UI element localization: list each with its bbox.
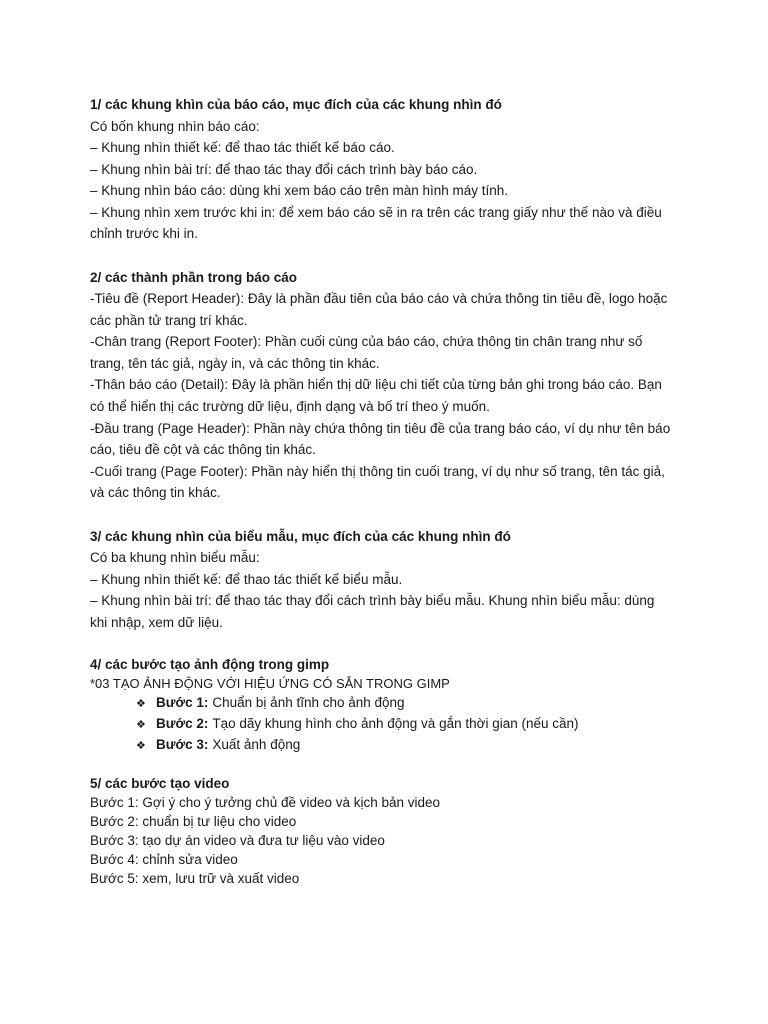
text-line: và các thông tin khác.	[90, 485, 221, 501]
spacer	[90, 504, 708, 526]
section-heading: 2/ các thành phần trong báo cáo	[90, 269, 298, 285]
text-line: Bước 5: xem, lưu trữ và xuất video	[90, 870, 300, 886]
text-line: – Khung nhìn bài trí: để thao tác thay đổi cách trình bày báo cáo.	[90, 161, 478, 177]
section-2	[90, 267, 708, 504]
step-label: Bước 3:	[156, 736, 209, 752]
section-4	[90, 655, 708, 756]
text-line: khi nhập, xem dữ liệu.	[90, 614, 223, 630]
text-line: -Đầu trang (Page Header): Phần này chứa thông tin tiêu đề của trang báo cáo, ví dụ như tên báo	[90, 420, 671, 436]
section-5	[90, 774, 708, 888]
text-line: Bước 1: Gợi ý cho ý tưởng chủ đề video và kịch bản video	[90, 794, 441, 810]
text-line: -Thân báo cáo (Detail): Đây là phần hiển thị dữ liệu chi tiết của từng bản ghi trong báo cáo. Bạn	[90, 377, 662, 393]
section-heading: 3/ các khung nhìn của biểu mẫu, mục đích của các khung nhìn đó	[90, 528, 511, 544]
section-heading: 5/ các bước tạo video	[90, 775, 230, 791]
diamond-bullet-icon: ❖	[136, 718, 146, 731]
text-line: trang, tên tác giả, ngày in, và các thông tin khác.	[90, 355, 380, 371]
text-line: – Khung nhìn bài trí: để thao tác thay đổi cách trình bày biểu mẫu. Khung nhìn biểu mẫu: dùng	[90, 593, 655, 609]
spacer	[90, 245, 708, 267]
step-list	[90, 693, 708, 756]
diamond-bullet-icon: ❖	[136, 697, 146, 710]
spacer	[90, 633, 708, 655]
section-1	[90, 94, 708, 245]
section-3	[90, 526, 708, 634]
text-line: Có bốn khung nhìn báo cáo:	[90, 118, 260, 134]
text-line: cáo, tiêu đề cột và các thông tin khác.	[90, 442, 316, 458]
step-label: Bước 2:	[156, 715, 209, 731]
text-line: – Khung nhìn thiết kế: để thao tác thiết kế biểu mẫu.	[90, 571, 403, 587]
text-line: -Tiêu đề (Report Header): Đây là phần đầu tiên của báo cáo và chứa thông tin tiêu đề, logo hoặc	[90, 291, 668, 307]
list-item	[136, 714, 708, 735]
text-line: Bước 4: chỉnh sửa video	[90, 851, 238, 867]
list-item	[136, 735, 708, 756]
section-heading: 1/ các khung khìn của báo cáo, mục đích của các khung nhìn đó	[90, 97, 502, 112]
text-line: có thể hiển thị các trường dữ liệu, định dạng và bố trí theo ý muốn.	[90, 399, 490, 415]
text-line: -Cuối trang (Page Footer): Phần này hiển thị thông tin cuối trang, ví dụ như số trang, tên tác giả,	[90, 463, 665, 479]
text-line: Có ba khung nhìn biểu mẫu:	[90, 550, 260, 565]
spacer	[90, 756, 708, 774]
text-line: -Chân trang (Report Footer): Phần cuối cùng của báo cáo, chứa thông tin chân trang như số	[90, 334, 643, 350]
subtitle: *03 TẠO ẢNH ĐỘNG VỚI HIỆU ỨNG CÓ SẴN TRONG GIMP	[90, 675, 450, 691]
text-line: chỉnh trước khi in.	[90, 226, 198, 242]
text-line: – Khung nhìn thiết kế: để thao tác thiết kế báo cáo.	[90, 140, 395, 156]
step-text: Chuẩn bị ảnh tĩnh cho ảnh động	[212, 694, 405, 710]
text-line: – Khung nhìn báo cáo: dùng khi xem báo cáo trên màn hình máy tính.	[90, 183, 509, 199]
text-line: – Khung nhìn xem trước khi in: để xem báo cáo sẽ in ra trên các trang giấy như thế nào và điều	[90, 204, 662, 220]
step-text: Tạo dãy khung hình cho ảnh động và gắn thời gian (nếu cần)	[212, 715, 579, 731]
step-label: Bước 1:	[156, 694, 209, 710]
text-line: các phần tử trang trí khác.	[90, 312, 248, 328]
text-line: Bước 3: tạo dự án video và đưa tư liệu vào video	[90, 832, 385, 848]
text-line: Bước 2: chuẩn bị tư liệu cho video	[90, 813, 297, 829]
step-text: Xuất ảnh động	[212, 736, 301, 752]
diamond-bullet-icon: ❖	[136, 739, 146, 752]
section-heading: 4/ các bước tạo ảnh động trong gimp	[90, 656, 330, 672]
list-item	[136, 693, 708, 714]
